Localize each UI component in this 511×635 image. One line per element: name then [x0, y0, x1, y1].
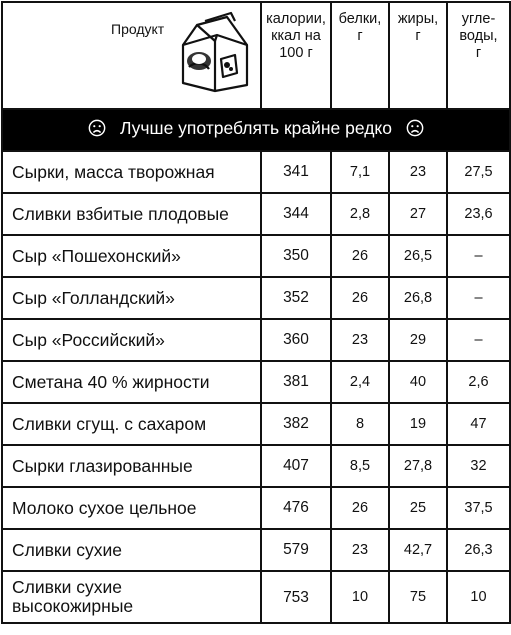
- carbs-cell: –: [447, 277, 510, 319]
- warning-banner-row: [2, 109, 510, 151]
- protein-cell: 26: [331, 487, 389, 529]
- protein-cell: 7,1: [331, 151, 389, 193]
- sad-face-icon: [406, 119, 424, 137]
- calories-cell: 381: [261, 361, 331, 403]
- product-name-cell: Сыр «Российский»: [2, 319, 261, 361]
- carbs-cell: 37,5: [447, 487, 510, 529]
- calories-cell: 350: [261, 235, 331, 277]
- protein-column-header: [331, 2, 389, 109]
- warning-banner-text: Лучше употреблять крайне редко: [120, 117, 392, 138]
- fat-cell: 27,8: [389, 445, 447, 487]
- calories-cell: 360: [261, 319, 331, 361]
- table-row: [2, 193, 510, 235]
- fat-cell: 23: [389, 151, 447, 193]
- carbs-cell: 32: [447, 445, 510, 487]
- calories-column-header: [261, 2, 331, 109]
- table-row: [2, 571, 510, 623]
- carbs-header-line-3: г: [475, 45, 482, 61]
- calories-cell: 341: [261, 151, 331, 193]
- carbs-cell: –: [447, 235, 510, 277]
- calories-cell: 579: [261, 529, 331, 571]
- calories-cell: 753: [261, 571, 331, 623]
- protein-header-line-1: белки,: [338, 11, 382, 27]
- nutrition-table: [1, 1, 511, 624]
- table-row: [2, 277, 510, 319]
- milk-carton-icon: [175, 11, 255, 93]
- sad-face-icon: [88, 119, 106, 137]
- product-name-cell: Сырки, масса творожная: [2, 151, 261, 193]
- calories-cell: 382: [261, 403, 331, 445]
- fat-cell: 40: [389, 361, 447, 403]
- protein-cell: 23: [331, 529, 389, 571]
- product-header-label: Продукт: [111, 21, 165, 37]
- protein-cell: 8,5: [331, 445, 389, 487]
- carbs-column-header: [447, 2, 510, 109]
- product-name-line: высокожирные: [12, 596, 134, 616]
- product-name-cell: Сметана 40 % жирности: [2, 361, 261, 403]
- calories-cell: 476: [261, 487, 331, 529]
- product-name-cell: [2, 571, 261, 623]
- table-row: [2, 235, 510, 277]
- calories-header-line-1: калории,: [266, 11, 326, 27]
- carbs-header-line-2: воды,: [459, 28, 498, 44]
- carbs-cell: 47: [447, 403, 510, 445]
- nutrition-table-sheet: [1, 1, 509, 633]
- warning-banner: [2, 109, 510, 151]
- fat-cell: 42,7: [389, 529, 447, 571]
- fat-cell: 29: [389, 319, 447, 361]
- protein-cell: 26: [331, 277, 389, 319]
- fat-cell: 27: [389, 193, 447, 235]
- carbs-cell: –: [447, 319, 510, 361]
- fat-cell: 19: [389, 403, 447, 445]
- protein-cell: 10: [331, 571, 389, 623]
- fat-column-header: [389, 2, 447, 109]
- header-row: [2, 2, 510, 109]
- product-column-header: [2, 2, 261, 109]
- protein-cell: 26: [331, 235, 389, 277]
- fat-cell: 26,8: [389, 277, 447, 319]
- table-row: [2, 529, 510, 571]
- table-row: [2, 445, 510, 487]
- product-name-cell: Молоко сухое цельное: [2, 487, 261, 529]
- table-row: [2, 361, 510, 403]
- calories-cell: 407: [261, 445, 331, 487]
- protein-cell: 2,4: [331, 361, 389, 403]
- fat-cell: 25: [389, 487, 447, 529]
- product-name-cell: Сливки взбитые плодовые: [2, 193, 261, 235]
- table-row: [2, 151, 510, 193]
- product-name-cell: Сыр «Пошехонский»: [2, 235, 261, 277]
- table-row: [2, 487, 510, 529]
- protein-cell: 8: [331, 403, 389, 445]
- calories-header-line-3: 100 г: [279, 45, 313, 61]
- table-row: [2, 319, 510, 361]
- product-name-cell: Сыр «Голландский»: [2, 277, 261, 319]
- fat-header-line-2: г: [415, 28, 421, 44]
- carbs-cell: 2,6: [447, 361, 510, 403]
- calories-header-line-2: ккал на: [271, 28, 321, 44]
- fat-header-line-1: жиры,: [397, 11, 439, 27]
- fat-cell: 26,5: [389, 235, 447, 277]
- product-name-cell: Сырки глазированные: [2, 445, 261, 487]
- protein-cell: 2,8: [331, 193, 389, 235]
- carbs-cell: 26,3: [447, 529, 510, 571]
- calories-cell: 344: [261, 193, 331, 235]
- protein-header-line-2: г: [357, 28, 363, 44]
- product-name-line: Сливки сухие: [12, 577, 122, 597]
- protein-cell: 23: [331, 319, 389, 361]
- carbs-cell: 10: [447, 571, 510, 623]
- carbs-cell: 23,6: [447, 193, 510, 235]
- table-row: [2, 403, 510, 445]
- carbs-cell: 27,5: [447, 151, 510, 193]
- carbs-header-line-1: угле-: [461, 11, 496, 27]
- product-name-cell: Сливки сгущ. с сахаром: [2, 403, 261, 445]
- calories-cell: 352: [261, 277, 331, 319]
- product-name-cell: Сливки сухие: [2, 529, 261, 571]
- fat-cell: 75: [389, 571, 447, 623]
